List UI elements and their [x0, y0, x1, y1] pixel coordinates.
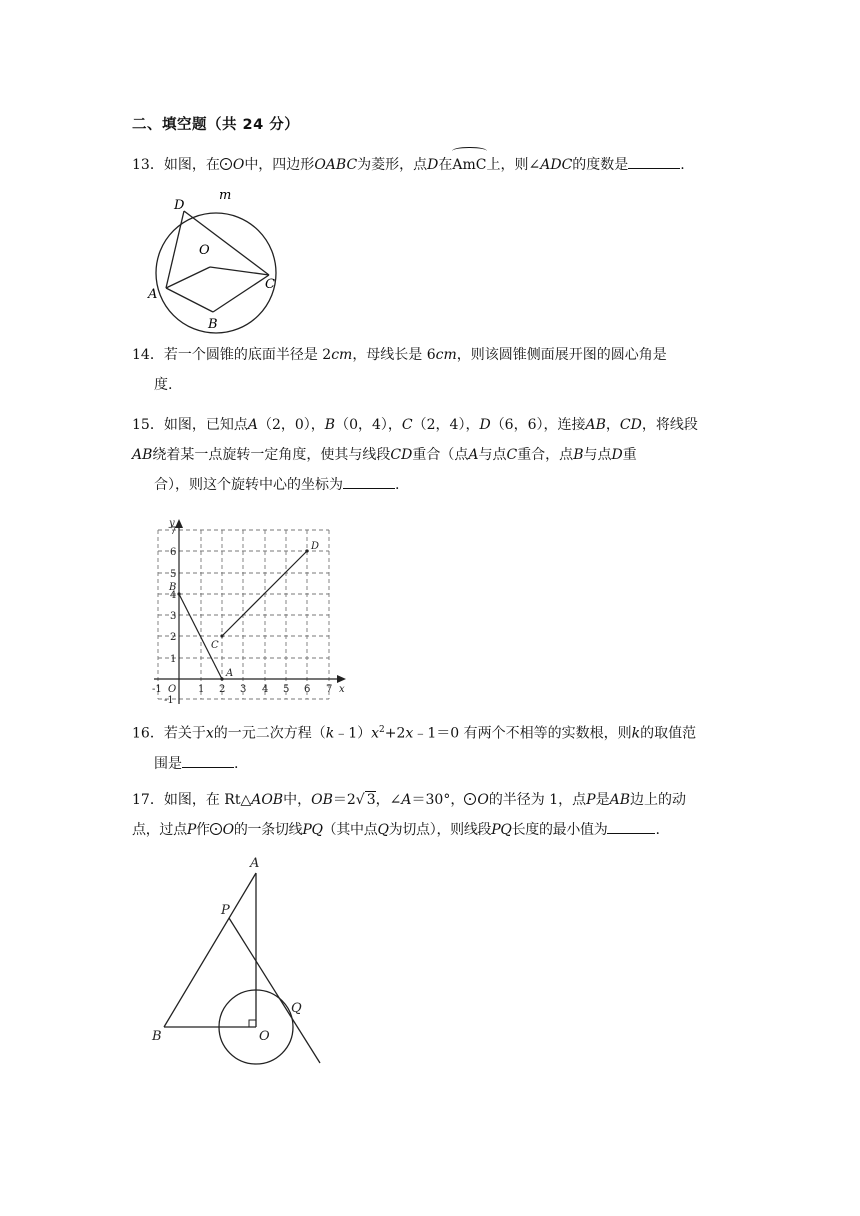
- x-tick: 2: [219, 684, 226, 695]
- question-13: [132, 150, 732, 180]
- q17-text: 的半径为 1，点: [488, 792, 587, 808]
- q15-text: 与点: [478, 447, 507, 463]
- q16-text: ﹣1）: [334, 725, 372, 742]
- answer-blank[interactable]: [607, 819, 655, 834]
- x-tick: 5: [283, 684, 290, 695]
- q13-end: .: [680, 157, 685, 173]
- q17-text: 是: [595, 792, 610, 808]
- q14-text: ，母线长是 6: [352, 347, 436, 363]
- q15-text: 与点: [583, 447, 612, 463]
- q14-line-2: [132, 370, 732, 400]
- point-c-label: C: [211, 640, 219, 651]
- q17-var: AB: [609, 792, 630, 808]
- label-a: A: [148, 287, 158, 302]
- q17-radicand: 3: [366, 792, 376, 808]
- q15-var: B: [324, 417, 336, 433]
- question-16: [132, 715, 732, 779]
- point-a-label: A: [226, 668, 234, 679]
- q17-var: P: [586, 792, 596, 808]
- q14-number: 14．: [132, 347, 164, 363]
- label-a: A: [250, 856, 260, 871]
- q17-var: O: [222, 822, 234, 838]
- q15-end: .: [395, 477, 400, 493]
- q16-text: +2: [384, 725, 406, 742]
- q15-var: C: [401, 417, 413, 433]
- q15-text: 如图，已知点: [163, 417, 248, 433]
- q17-text: 点，过点: [132, 822, 187, 838]
- q15-var: D: [611, 447, 623, 463]
- q14-unit: cm: [331, 347, 353, 363]
- point-b-label: B: [169, 582, 177, 593]
- circle-dot-icon: [464, 793, 476, 805]
- label-o: O: [259, 1029, 270, 1044]
- q17-text: ，∠: [375, 792, 402, 808]
- q15-line-3: [132, 470, 732, 500]
- question-17: [132, 785, 732, 845]
- q16-text: 若关于: [163, 725, 206, 742]
- y-tick: 5: [170, 569, 177, 580]
- q15-line-2: [132, 440, 732, 470]
- q15-var: B: [573, 447, 584, 463]
- label-c: C: [265, 277, 275, 292]
- arc-amc: AmC: [452, 150, 486, 180]
- x-tick: 7: [326, 684, 333, 695]
- q15-var: AB: [585, 417, 606, 433]
- q15-var: CD: [390, 447, 413, 463]
- q13-number: 13．: [132, 157, 164, 173]
- q17-text: 如图，在 Rt△: [163, 792, 252, 808]
- q16-var: k: [631, 725, 641, 742]
- q14-text: 若一个圆锥的底面半径是 2: [163, 347, 332, 363]
- q17-text: ＝30°，: [411, 792, 465, 808]
- label-o: O: [199, 243, 210, 258]
- q17-var: Q: [377, 822, 389, 838]
- x-tick: 4: [262, 684, 269, 695]
- q16-var: x: [371, 725, 380, 742]
- y-tick: 7: [170, 526, 177, 537]
- q16-line-1: [132, 715, 732, 749]
- label-d: D: [174, 198, 185, 213]
- q17-number: 17．: [132, 792, 164, 808]
- answer-blank[interactable]: [343, 474, 395, 489]
- q15-text: 重合，点: [517, 447, 574, 463]
- y-tick: -1: [164, 695, 174, 706]
- q13-text: 为菱形，点: [357, 157, 428, 173]
- q13-text: 上，则∠: [486, 157, 541, 173]
- q15-text: （6，6），连接: [490, 417, 586, 433]
- q13-quad: OABC: [314, 157, 358, 173]
- circle-dot-icon: [220, 158, 232, 170]
- q17-var: P: [186, 822, 196, 838]
- q16-var: x: [205, 725, 214, 742]
- label-q: Q: [291, 1001, 302, 1016]
- q15-text: 绕着某一点旋转一定角度，使其与线段: [152, 447, 391, 463]
- label-p: P: [221, 903, 230, 918]
- label-b: B: [208, 317, 218, 332]
- figure-coordinate-grid: [150, 518, 355, 708]
- q14-text: 度.: [154, 377, 173, 393]
- q16-exponent: 2: [379, 725, 385, 735]
- q17-var: O: [477, 792, 489, 808]
- q17-text: 中，: [283, 792, 312, 808]
- x-tick: 3: [240, 684, 247, 695]
- q16-number: 16．: [132, 725, 164, 742]
- x-tick: 6: [304, 684, 311, 695]
- q14-line-1: [132, 340, 732, 370]
- question-14: [132, 340, 732, 400]
- q16-var: x: [405, 725, 414, 742]
- q13-text: 的度数是: [572, 157, 629, 173]
- y-tick: 1: [170, 654, 177, 665]
- q17-text: 边上的动: [630, 792, 686, 808]
- q15-text: 合），则这个旋转中心的坐标为: [154, 477, 343, 493]
- q16-text: 的取值范: [640, 725, 697, 742]
- q17-var: OB: [311, 792, 333, 808]
- y-tick: 6: [170, 547, 177, 558]
- q15-line-1: [132, 410, 732, 440]
- q17-text: 作: [195, 822, 210, 838]
- q17-var: PQ: [491, 822, 512, 838]
- x-axis-label: x: [339, 684, 345, 695]
- x-tick: -1: [152, 684, 162, 695]
- figure-circle-rhombus: [140, 185, 290, 335]
- q17-text: ＝2: [332, 792, 356, 808]
- q16-var: k: [325, 725, 335, 742]
- y-tick: 3: [170, 611, 177, 622]
- q17-end: .: [655, 822, 660, 838]
- y-axis-label: y: [169, 518, 175, 529]
- sqrt-icon: √: [355, 792, 365, 808]
- q17-text: 为切点），则线段: [388, 822, 492, 838]
- q15-var: AB: [132, 447, 153, 463]
- q15-text: （2，0），: [257, 417, 325, 433]
- q15-var: A: [468, 447, 479, 463]
- q14-text: ，则该圆锥侧面展开图的圆心角是: [456, 347, 667, 363]
- q13-text: 中，四边形: [244, 157, 315, 173]
- label-m: m: [219, 188, 232, 203]
- circle-dot-icon: [210, 823, 222, 835]
- q15-text: ，: [605, 417, 620, 433]
- q15-var: D: [479, 417, 491, 433]
- q13-angle: ADC: [540, 157, 573, 173]
- q15-var: A: [247, 417, 258, 433]
- q15-text: 重: [622, 447, 637, 463]
- q13-text: 如图，在: [163, 157, 220, 173]
- section-title: 二、填空题（共 24 分）: [132, 117, 300, 133]
- q17-line-1: [132, 785, 732, 815]
- q17-text: （其中点: [322, 822, 378, 838]
- q14-unit: cm: [435, 347, 457, 363]
- label-b: B: [152, 1029, 162, 1044]
- y-tick: 4: [170, 590, 177, 601]
- answer-blank[interactable]: [628, 154, 680, 169]
- q15-text: ，将线段: [641, 417, 698, 433]
- q16-text: 围是: [154, 755, 182, 772]
- q16-line-2: [132, 749, 732, 779]
- q17-var: A: [401, 792, 412, 808]
- answer-blank[interactable]: [182, 753, 234, 768]
- q17-var: AOB: [251, 792, 284, 808]
- q17-text: 的一条切线: [233, 822, 303, 838]
- q17-text: 长度的最小值为: [511, 822, 608, 838]
- x-tick: 1: [198, 684, 205, 695]
- question-15: [132, 410, 732, 500]
- q13-text: 在: [438, 157, 453, 173]
- q16-text: 的一元二次方程（: [213, 725, 326, 742]
- q16-text: ﹣1＝0 有两个不相等的实数根，则: [413, 725, 632, 742]
- q15-text: 重合（点: [412, 447, 469, 463]
- q13-circle-name: O: [232, 157, 245, 173]
- q13-point-d: D: [427, 157, 439, 173]
- origin-label: O: [168, 684, 177, 695]
- q17-var: PQ: [302, 822, 323, 838]
- q15-var: C: [506, 447, 518, 463]
- q15-text: （0，4），: [335, 417, 402, 433]
- q15-text: （2，4），: [412, 417, 480, 433]
- q16-end: .: [234, 755, 239, 772]
- q15-var: CD: [619, 417, 642, 433]
- y-tick: 2: [170, 632, 177, 643]
- point-d-label: D: [311, 541, 320, 552]
- figure-triangle-tangent: [140, 850, 340, 1075]
- q17-line-2: [132, 815, 732, 845]
- q15-number: 15．: [132, 417, 164, 433]
